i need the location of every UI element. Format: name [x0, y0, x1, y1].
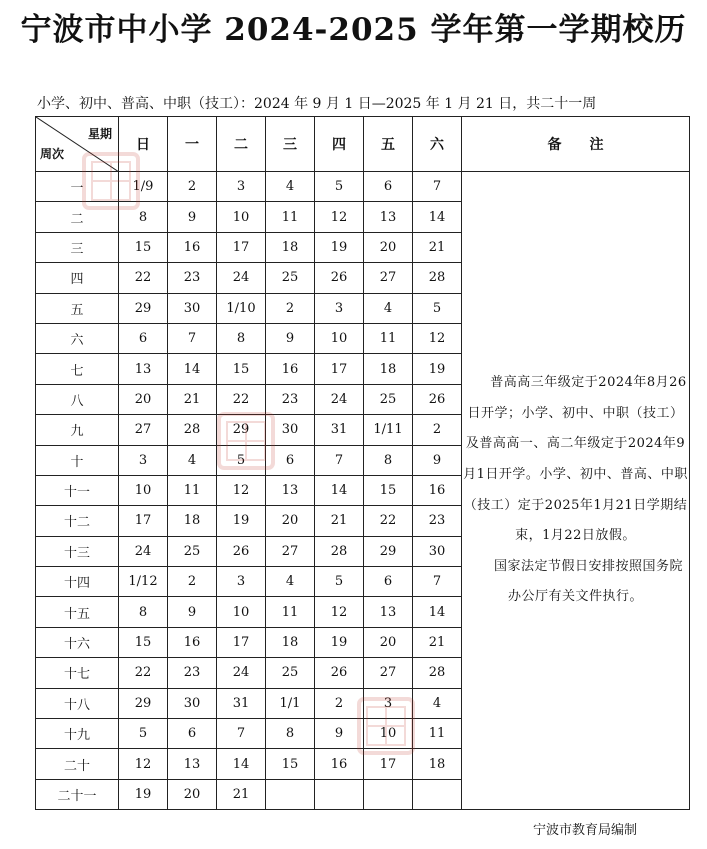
weekday-axis-label: 星期 [87, 127, 112, 141]
date-cell: 12 [315, 597, 364, 627]
day-header: 二 [217, 117, 266, 172]
date-cell: 5 [119, 719, 168, 749]
date-cell: 21 [315, 506, 364, 536]
date-cell: 7 [413, 172, 462, 202]
date-cell: 14 [413, 597, 462, 627]
date-cell: 2 [315, 688, 364, 718]
school-calendar-table [35, 116, 690, 810]
week-number: 十二 [36, 506, 119, 536]
date-cell: 17 [315, 354, 364, 384]
date-cell: 1/1 [266, 688, 315, 718]
notes-paragraph-schedule: 普高高三年级定于2024年8月26日开学；小学、初中、中职（技工）及普高高一、高二年级定于2024年9月1日开学。小学、初中、普高、中职（技工）定于2025年1月21日学期结束，1月22日放假。 [463, 375, 688, 544]
date-cell: 30 [168, 293, 217, 323]
date-cell: 4 [413, 688, 462, 718]
date-cell: 24 [119, 536, 168, 566]
date-cell: 25 [266, 263, 315, 293]
date-cell [364, 779, 413, 809]
date-cell: 7 [168, 323, 217, 353]
header-row [36, 117, 690, 172]
week-number: 十 [36, 445, 119, 475]
date-cell: 19 [413, 354, 462, 384]
date-cell: 28 [315, 536, 364, 566]
notes-cell [462, 172, 690, 810]
week-number: 十六 [36, 627, 119, 657]
date-cell: 15 [364, 475, 413, 505]
date-cell: 16 [168, 232, 217, 262]
date-cell: 14 [413, 202, 462, 232]
date-cell: 15 [119, 627, 168, 657]
date-cell: 30 [413, 536, 462, 566]
date-cell: 31 [315, 415, 364, 445]
page-title: 宁波市中小学 2024-2025 学年第一学期校历 [20, 12, 687, 48]
date-cell: 18 [413, 749, 462, 779]
date-cell: 20 [364, 232, 413, 262]
date-cell: 21 [413, 232, 462, 262]
date-cell: 5 [217, 445, 266, 475]
date-cell: 6 [168, 719, 217, 749]
date-cell: 9 [315, 719, 364, 749]
date-cell: 6 [364, 567, 413, 597]
date-cell: 10 [217, 202, 266, 232]
date-cell: 8 [266, 719, 315, 749]
date-cell: 20 [119, 384, 168, 414]
date-cell: 9 [413, 445, 462, 475]
date-cell: 8 [119, 202, 168, 232]
date-cell: 9 [266, 323, 315, 353]
date-cell: 3 [217, 172, 266, 202]
date-cell: 5 [413, 293, 462, 323]
date-cell: 20 [364, 627, 413, 657]
week-number: 一 [36, 172, 119, 202]
date-cell [266, 779, 315, 809]
date-cell: 6 [119, 323, 168, 353]
date-cell: 19 [315, 627, 364, 657]
date-cell: 10 [364, 719, 413, 749]
date-cell: 10 [119, 475, 168, 505]
week-number: 二十一 [36, 779, 119, 809]
date-cell: 14 [315, 475, 364, 505]
date-cell: 26 [413, 384, 462, 414]
week-number: 十三 [36, 536, 119, 566]
week-number: 二 [36, 202, 119, 232]
date-cell: 30 [168, 688, 217, 718]
date-cell: 16 [266, 354, 315, 384]
date-cell: 12 [119, 749, 168, 779]
date-cell: 4 [168, 445, 217, 475]
date-cell: 3 [217, 567, 266, 597]
date-cell: 9 [168, 597, 217, 627]
week-number: 十四 [36, 567, 119, 597]
date-cell: 23 [168, 263, 217, 293]
date-cell: 1/9 [119, 172, 168, 202]
date-cell: 24 [217, 658, 266, 688]
date-cell: 27 [266, 536, 315, 566]
date-cell: 3 [119, 445, 168, 475]
date-cell: 3 [315, 293, 364, 323]
date-cell: 16 [315, 749, 364, 779]
week-number: 五 [36, 293, 119, 323]
week-number: 九 [36, 415, 119, 445]
date-cell: 7 [315, 445, 364, 475]
date-cell: 10 [217, 597, 266, 627]
date-cell: 20 [266, 506, 315, 536]
day-header: 三 [266, 117, 315, 172]
date-cell: 22 [119, 263, 168, 293]
date-cell: 26 [217, 536, 266, 566]
date-cell: 12 [413, 323, 462, 353]
date-cell: 23 [413, 506, 462, 536]
date-cell: 27 [364, 263, 413, 293]
date-cell: 9 [168, 202, 217, 232]
date-cell: 16 [168, 627, 217, 657]
date-cell: 4 [364, 293, 413, 323]
day-header: 一 [168, 117, 217, 172]
date-cell: 13 [168, 749, 217, 779]
date-cell: 26 [315, 658, 364, 688]
day-header: 五 [364, 117, 413, 172]
day-header: 日 [119, 117, 168, 172]
date-cell: 4 [266, 172, 315, 202]
date-cell: 24 [217, 263, 266, 293]
date-cell: 6 [364, 172, 413, 202]
date-cell: 16 [413, 475, 462, 505]
date-cell: 21 [217, 779, 266, 809]
date-cell: 1/10 [217, 293, 266, 323]
date-cell: 3 [364, 688, 413, 718]
date-cell: 1/11 [364, 415, 413, 445]
date-cell: 17 [217, 627, 266, 657]
date-cell: 23 [168, 658, 217, 688]
date-cell: 10 [315, 323, 364, 353]
date-cell: 24 [315, 384, 364, 414]
date-cell: 7 [413, 567, 462, 597]
date-cell: 17 [119, 506, 168, 536]
date-cell: 19 [217, 506, 266, 536]
date-cell: 2 [266, 293, 315, 323]
date-cell: 28 [413, 658, 462, 688]
date-cell: 22 [364, 506, 413, 536]
date-cell: 26 [315, 263, 364, 293]
corner-cell [36, 117, 119, 172]
date-cell: 13 [119, 354, 168, 384]
notes-paragraph-holidays: 国家法定节假日安排按照国务院办公厅有关文件执行。 [493, 558, 683, 605]
day-header: 六 [413, 117, 462, 172]
date-cell: 25 [168, 536, 217, 566]
date-cell: 11 [168, 475, 217, 505]
week-number: 十七 [36, 658, 119, 688]
date-cell: 11 [266, 202, 315, 232]
date-cell: 28 [413, 263, 462, 293]
date-cell: 13 [364, 202, 413, 232]
date-range-subtitle: 小学、初中、普高、中职（技工）：2024 年 9 月 1 日—2025 年 1 月 21 日，共二十一周 [37, 96, 597, 112]
notes-header: 备 注 [462, 117, 690, 172]
date-cell: 27 [364, 658, 413, 688]
week-number: 十一 [36, 475, 119, 505]
date-cell: 23 [266, 384, 315, 414]
date-cell: 11 [266, 597, 315, 627]
date-cell: 15 [217, 354, 266, 384]
date-cell: 17 [364, 749, 413, 779]
date-cell: 21 [168, 384, 217, 414]
date-cell: 7 [217, 719, 266, 749]
date-cell: 12 [217, 475, 266, 505]
week-number: 七 [36, 354, 119, 384]
week-number: 八 [36, 384, 119, 414]
date-cell: 14 [168, 354, 217, 384]
date-cell: 13 [364, 597, 413, 627]
date-cell: 15 [266, 749, 315, 779]
date-cell: 18 [266, 232, 315, 262]
date-cell: 25 [364, 384, 413, 414]
date-cell: 5 [315, 567, 364, 597]
date-cell: 18 [364, 354, 413, 384]
date-cell: 15 [119, 232, 168, 262]
date-cell: 17 [217, 232, 266, 262]
date-cell: 22 [217, 384, 266, 414]
date-cell: 29 [119, 293, 168, 323]
date-cell: 11 [413, 719, 462, 749]
date-cell: 18 [168, 506, 217, 536]
date-cell: 19 [119, 779, 168, 809]
date-cell: 11 [364, 323, 413, 353]
date-cell [315, 779, 364, 809]
date-cell [413, 779, 462, 809]
week-number: 十八 [36, 688, 119, 718]
week-number: 四 [36, 263, 119, 293]
date-cell: 19 [315, 232, 364, 262]
date-cell: 18 [266, 627, 315, 657]
date-cell: 22 [119, 658, 168, 688]
date-cell: 30 [266, 415, 315, 445]
week-number: 十九 [36, 719, 119, 749]
week-number: 二十 [36, 749, 119, 779]
date-cell: 8 [364, 445, 413, 475]
week-number: 三 [36, 232, 119, 262]
date-cell: 31 [217, 688, 266, 718]
date-cell: 12 [315, 202, 364, 232]
day-header: 四 [315, 117, 364, 172]
date-cell: 20 [168, 779, 217, 809]
date-cell: 29 [217, 415, 266, 445]
date-cell: 5 [315, 172, 364, 202]
week-row [36, 172, 690, 202]
date-cell: 6 [266, 445, 315, 475]
date-cell: 2 [413, 415, 462, 445]
date-cell: 29 [364, 536, 413, 566]
publisher-footer: 宁波市教育局编制 [533, 823, 638, 838]
week-number: 十五 [36, 597, 119, 627]
date-cell: 14 [217, 749, 266, 779]
date-cell: 2 [168, 172, 217, 202]
date-cell: 8 [119, 597, 168, 627]
date-cell: 8 [217, 323, 266, 353]
date-cell: 28 [168, 415, 217, 445]
date-cell: 1/12 [119, 567, 168, 597]
date-cell: 21 [413, 627, 462, 657]
date-cell: 27 [119, 415, 168, 445]
date-cell: 2 [168, 567, 217, 597]
date-cell: 13 [266, 475, 315, 505]
week-number: 六 [36, 323, 119, 353]
date-cell: 25 [266, 658, 315, 688]
week-axis-label: 周次 [40, 147, 65, 161]
date-cell: 29 [119, 688, 168, 718]
date-cell: 4 [266, 567, 315, 597]
